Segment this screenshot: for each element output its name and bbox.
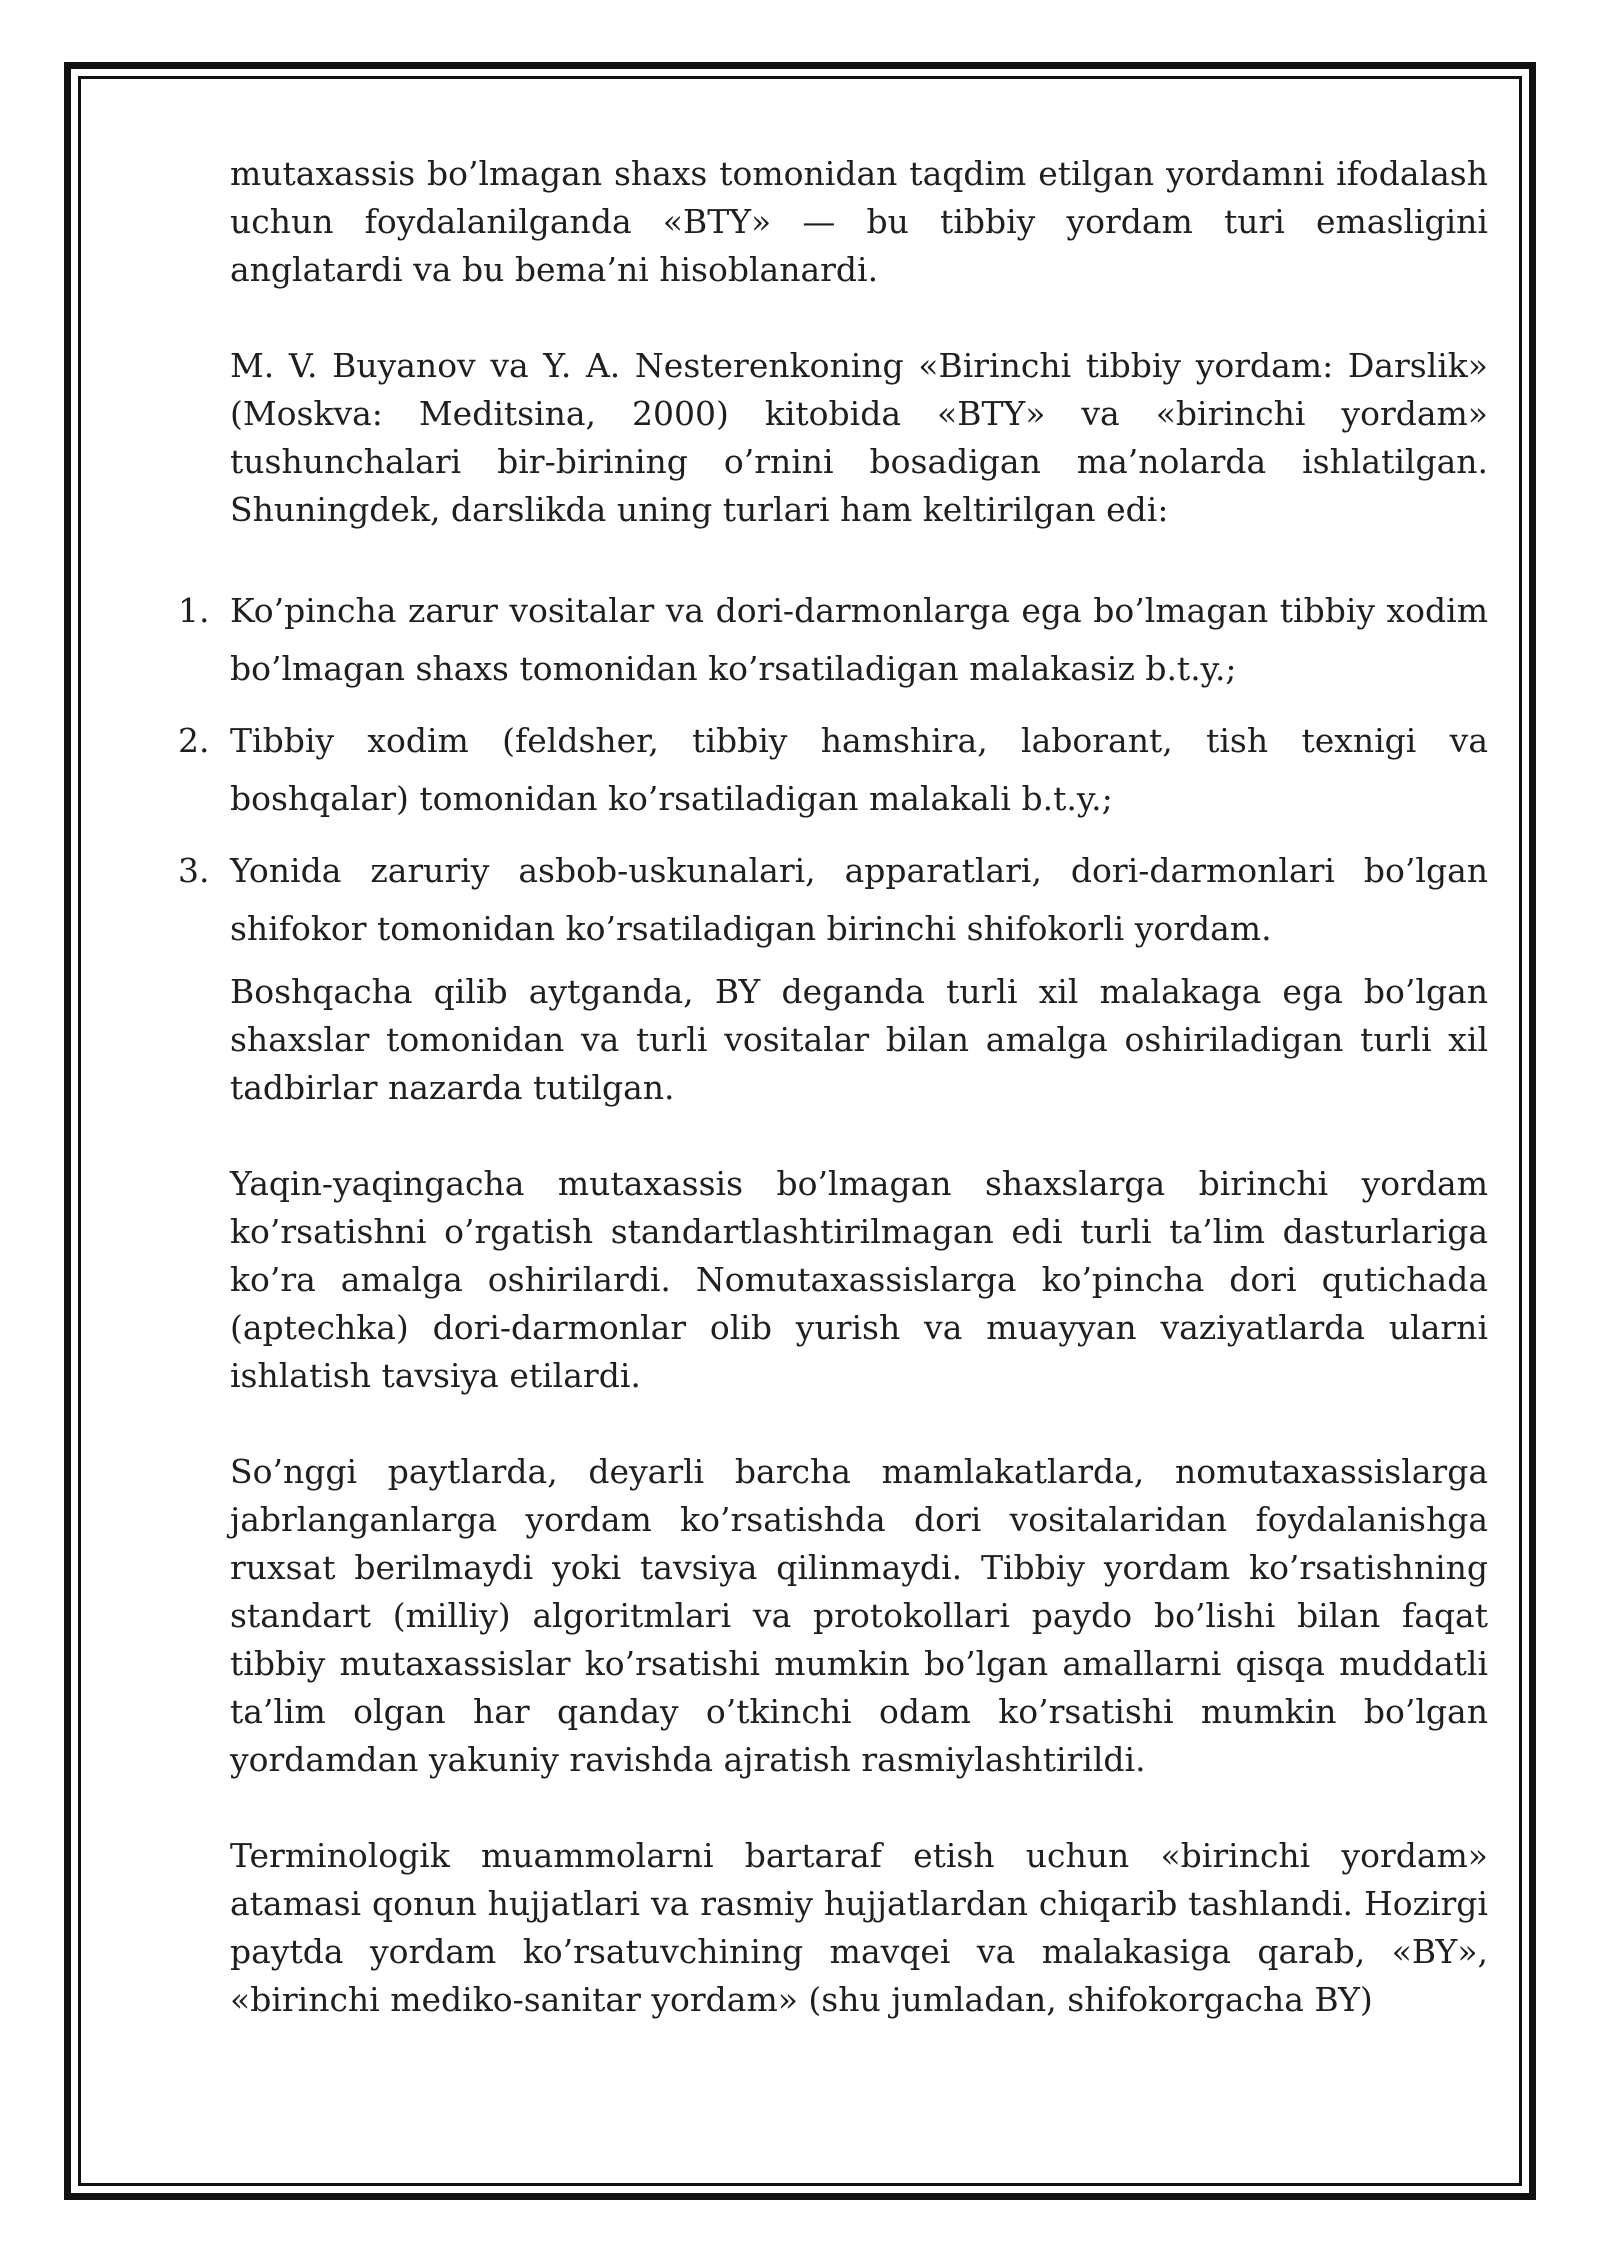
paragraph-summary: Boshqacha qilib aytganda, BY deganda turli xil malakaga ega bo’lgan shaxslar tomonidan va turli vositalar bilan amalga oshiriladigan turli xil tadbirlar nazarda tutilgan. bbox=[230, 972, 1488, 1107]
document-body bbox=[178, 150, 1488, 2024]
paragraph-terminology: Terminologik muammolarni bartaraf etish uchun «birinchi yordam» atamasi qonun hujjatlari va rasmiy hujjatlardan chiqarib tashlandi. Hozirgi paytda yordam ko’rsatuvchining mavqei va malakasiga qarab, «BY», «birinchi mediko-sanitar yordam» (shu jumladan, shifokorgacha BY) bbox=[230, 1836, 1488, 2019]
paragraph-continuation: mutaxassis bo’lmagan shaxs tomonidan taqdim etilgan yordamni ifodalash uchun foydalanilganda «BTY» — bu tibbiy yordam turi emasligini anglatardi va bu bema’ni hisoblanardi. bbox=[230, 154, 1488, 289]
list-item-text: Tibbiy xodim (feldsher, tibbiy hamshira, laborant, tish texnigi va boshqalar) tomonidan ko’rsatiladigan malakali b.t.y.; bbox=[230, 721, 1488, 818]
paragraph-training-history: Yaqin-yaqingacha mutaxassis bo’lmagan shaxslarga birinchi yordam ko’rsatishni o’rgatish standartlashtirilmagan edi turli ta’lim dasturlariga ko’ra amalga oshirilardi. Nomutaxassislarga ko’pincha dori qutichada (aptechka) dori-darmonlar olib yurish va muayyan vaziyatlarda ularni ishlatish tavsiya etilardi. bbox=[230, 1164, 1488, 1395]
list-item bbox=[178, 712, 1488, 828]
list-item-text: Yonida zaruriy asbob-uskunalari, apparatlari, dori-darmonlari bo’lgan shifokor tomonidan ko’rsatiladigan birinchi shifokorli yordam. bbox=[230, 851, 1488, 948]
list-item bbox=[178, 582, 1488, 698]
first-aid-types-list bbox=[178, 582, 1488, 958]
list-item-text: Ko’pincha zarur vositalar va dori-darmonlarga ega bo’lmagan tibbiy xodim bo’lmagan shaxs tomonidan ko’rsatiladigan malakasiz b.t.y.; bbox=[230, 591, 1488, 688]
paragraph-textbook-reference: M. V. Buyanov va Y. A. Nesterenkoning «Birinchi tibbiy yordam: Darslik» (Moskva: Meditsina, 2000) kitobida «BTY» va «birinchi yordam» tushunchalari bir-birining o’rnini bosadigan ma’nolarda ishlatilgan. Shuningdek, darslikda uning turlari ham keltirilgan edi: bbox=[230, 346, 1488, 529]
list-item bbox=[178, 842, 1488, 958]
list-number: 2. bbox=[178, 721, 210, 760]
list-number: 3. bbox=[178, 851, 210, 890]
paragraph-recent-practice: So’nggi paytlarda, deyarli barcha mamlakatlarda, nomutaxassislarga jabrlanganlarga yordam ko’rsatishda dori vositalaridan foydalanishga ruxsat berilmaydi yoki tavsiya qilinmaydi. Tibbiy yordam ko’rsatishning standart (milliy) algoritmlari va protokollari paydo bo’lishi bilan faqat tibbiy mutaxassislar ko’rsatishi mumkin bo’lgan amallarni qisqa muddatli ta’lim olgan har qanday o’tkinchi odam ko’rsatishi mumkin bo’lgan yordamdan yakuniy ravishda ajratish rasmiylashtirildi. bbox=[230, 1452, 1488, 1779]
list-number: 1. bbox=[178, 591, 210, 630]
